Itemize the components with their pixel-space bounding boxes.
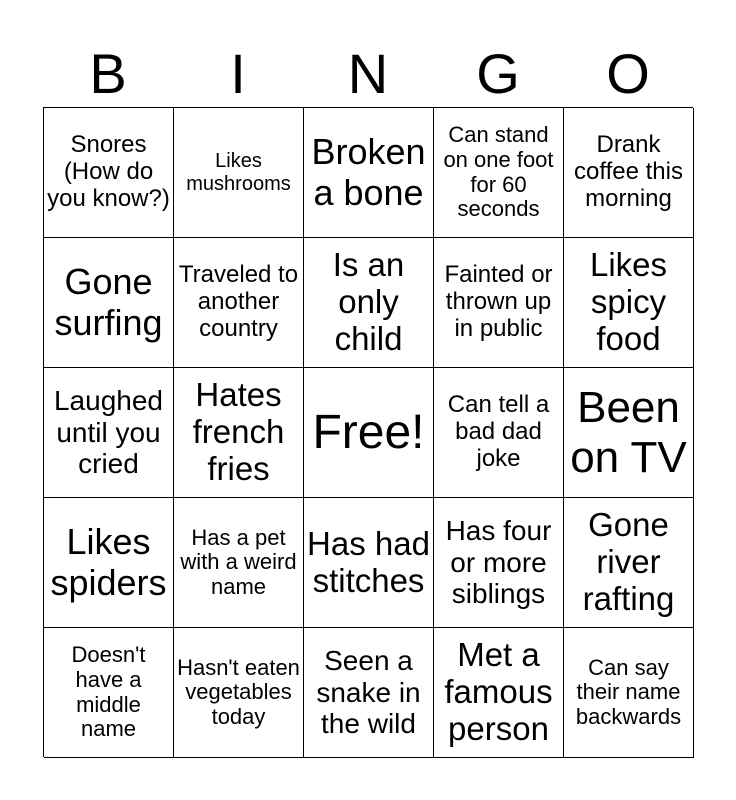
bingo-cell-text: Met a famous person [444,636,553,747]
header-letter-g: G [476,42,520,105]
bingo-cell-text: Fainted or thrown up in public [444,261,553,342]
bingo-cell-text: Has four or more siblings [445,515,552,610]
bingo-cell-r5c2[interactable] [174,628,304,758]
bingo-cell-text: Can tell a bad dad joke [447,391,550,472]
bingo-cell-text: Seen a snake in the wild [316,645,421,740]
bingo-cell-text: Is an only child [332,246,405,357]
bingo-cell-r2c2[interactable] [174,238,304,368]
bingo-cell-text: Can stand on one foot for 60 seconds [443,122,554,222]
bingo-cell-r3c1[interactable] [44,368,174,498]
bingo-cell-r3c4[interactable] [434,368,564,498]
bingo-cell-r4c3[interactable] [304,498,434,628]
bingo-cell-text: Has a pet with a weird name [180,524,297,599]
bingo-cell-text: Hates french fries [192,376,285,487]
free-space-label: Free! [312,405,425,459]
bingo-cell-free[interactable] [304,368,434,498]
bingo-cell-r4c5[interactable] [564,498,694,628]
bingo-grid [43,107,693,757]
bingo-cell-r1c4[interactable] [434,108,564,238]
bingo-cell-text: Has had stitches [307,524,430,599]
bingo-cell-text: Hasn't eaten vegetables today [177,654,300,729]
bingo-cell-text: Been on TV [570,383,687,482]
bingo-cell-text: Likes spicy food [589,246,668,357]
bingo-header [43,40,693,108]
bingo-cell-text: Traveled to another country [178,261,299,342]
bingo-cell-text: Likes mushrooms [186,150,291,195]
bingo-cell-text: Gone river rafting [582,506,675,617]
bingo-cell-r3c2[interactable] [174,368,304,498]
bingo-cell-r5c4[interactable] [434,628,564,758]
bingo-cell-text: Doesn't have a middle name [71,642,146,742]
bingo-cell-r1c1[interactable] [44,108,174,238]
bingo-cell-r4c4[interactable] [434,498,564,628]
bingo-cell-text: Gone surfing [54,261,163,343]
bingo-cell-text: Can say their name backwards [575,654,682,729]
bingo-cell-r2c5[interactable] [564,238,694,368]
bingo-cell-r5c1[interactable] [44,628,174,758]
bingo-cell-text: Broken a bone [311,131,426,213]
bingo-cell-text: Likes spiders [50,521,167,603]
bingo-cell-text: Drank coffee this morning [574,131,683,212]
bingo-cell-r4c2[interactable] [174,498,304,628]
bingo-cell-r5c5[interactable] [564,628,694,758]
bingo-cell-r4c1[interactable] [44,498,174,628]
bingo-cell-r1c5[interactable] [564,108,694,238]
bingo-cell-r1c3[interactable] [304,108,434,238]
header-letter-b: B [89,42,127,105]
bingo-cell-r5c3[interactable] [304,628,434,758]
bingo-cell-text: Laughed until you cried [53,385,163,480]
header-letter-i: I [230,42,246,105]
bingo-cell-r2c3[interactable] [304,238,434,368]
bingo-cell-r1c2[interactable] [174,108,304,238]
header-letter-o: O [606,42,650,105]
header-letter-n: N [347,42,389,105]
bingo-cell-text: Snores (How do you know?) [47,131,170,212]
bingo-cell-r2c4[interactable] [434,238,564,368]
bingo-cell-r3c5[interactable] [564,368,694,498]
bingo-cell-r2c1[interactable] [44,238,174,368]
